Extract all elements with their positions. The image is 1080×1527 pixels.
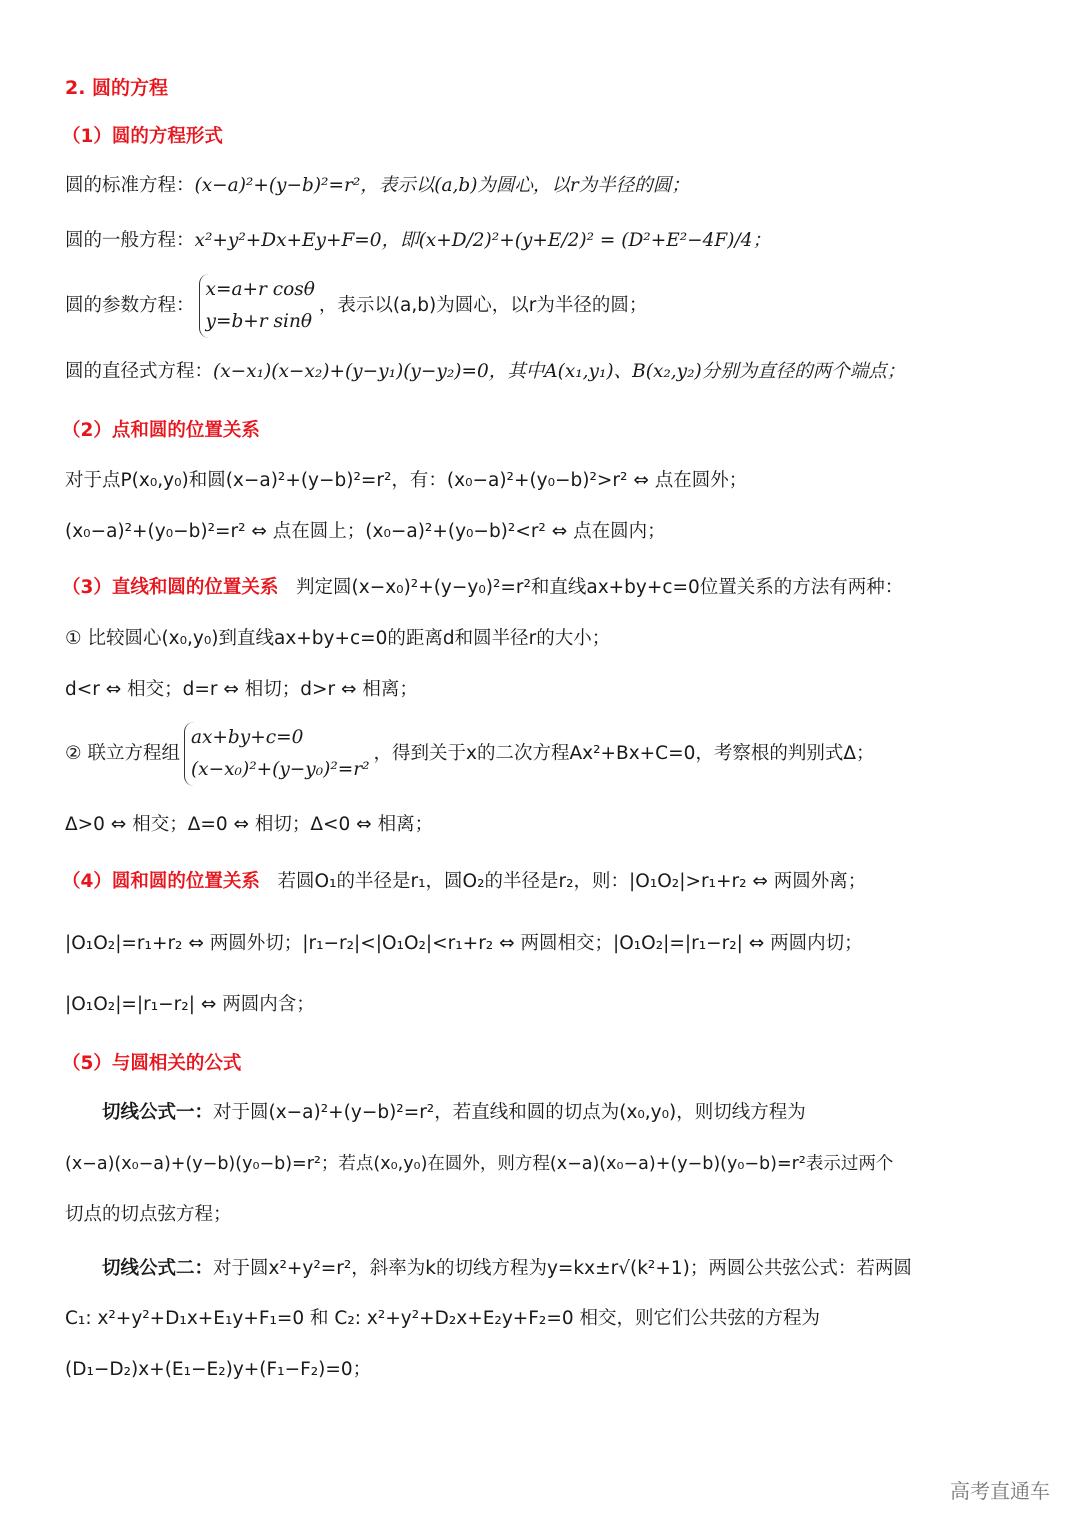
label: 圆的参数方程： (65, 295, 195, 316)
formula: (x−a)²+(y−b)²=r²，表示以(a,b)为圆心，以r为半径的圆； (194, 175, 690, 196)
formula: x²+y²+Dx+Ey+F=0，即(x+D/2)²+(y+E/2)² = (D²+E²−4F)/4； (194, 230, 771, 251)
point-circle-line-1: 对于点P(x₀,y₀)和圆(x−a)²+(y−b)²=r²，有：(x₀−a)²+(y₀−b)²>r² ⇔ 点在圆外； (65, 470, 748, 491)
circle-circle-line-3: |O₁O₂|=|r₁−r₂| ⇔ 两圆内含； (65, 994, 315, 1015)
circle-circle-line-2: |O₁O₂|=r₁+r₂ ⇔ 两圆外切；|r₁−r₂|<|O₁O₂|<r₁+r₂ ⇔ 两圆相交；|O₁O₂|=|r₁−r₂| ⇔ 两圆内切； (65, 933, 863, 954)
method-2-result: Δ>0 ⇔ 相交；Δ=0 ⇔ 相切；Δ<0 ⇔ 相离； (65, 814, 434, 835)
system-line: x=a+r cosθ (205, 279, 315, 300)
subsection-2-title: （2）点和圆的位置关系 (62, 420, 260, 441)
text: ，表示以(a,b)为圆心，以r为半径的圆； (318, 295, 648, 316)
text: ，得到关于x的二次方程Ax²+Bx+C=0，考察根的判别式Δ； (373, 743, 875, 764)
formula-2-line-3: (D₁−D₂)x+(E₁−E₂)y+(F₁−F₂)=0； (65, 1359, 372, 1380)
label: 圆的直径式方程： (65, 361, 214, 382)
label: 切线公式二： (102, 1258, 214, 1279)
formula-1-line-2: (x−a)(x₀−a)+(y−b)(y₀−b)=r²；若点(x₀,y₀)在圆外，则方程(x−a)(x₀−a)+(y−b)(y₀−b)=r²表示过两个 (65, 1154, 894, 1174)
text: 对于圆(x−a)²+(y−b)²=r²，若直线和圆的切点为(x₀,y₀)，则切线方程为 (213, 1102, 806, 1123)
method-2 (65, 722, 875, 786)
formula-1-line-1 (102, 1100, 806, 1126)
subsection-3-header (62, 575, 903, 601)
parametric-equation (65, 274, 647, 338)
text: 判定圆(x−x₀)²+(y−y₀)²=r²和直线ax+by+c=0位置关系的方法有两种： (296, 577, 904, 598)
label: 圆的一般方程： (65, 230, 195, 251)
text: 若圆O₁的半径是r₁，圆O₂的半径是r₂，则：|O₁O₂|>r₁+r₂ ⇔ 两圆外离； (277, 871, 867, 892)
subsection-1-title: （1）圆的方程形式 (62, 126, 223, 147)
label: 切线公式一： (102, 1102, 214, 1123)
section-title: 2. 圆的方程 (65, 77, 169, 99)
general-equation (65, 228, 771, 254)
formula-1-line-3: 切点的切点弦方程； (65, 1204, 232, 1225)
diameter-equation (65, 359, 905, 385)
subsection-3-title: （3）直线和圆的位置关系 (62, 577, 279, 598)
method-1: ① 比较圆心(x₀,y₀)到直线ax+by+c=0的距离d和圆半径r的大小； (65, 628, 611, 649)
system-line: (x−x₀)²+(y−y₀)²=r² (190, 759, 370, 780)
label: ② 联立方程组 (65, 743, 180, 764)
formula-2-line-1 (102, 1256, 912, 1282)
watermark: 高考直通车 (950, 1479, 1050, 1503)
equation-system (184, 722, 370, 786)
subsection-4-header (62, 869, 866, 895)
label: 圆的标准方程： (65, 175, 195, 196)
subsection-4-title: （4）圆和圆的位置关系 (62, 871, 260, 892)
standard-equation (65, 173, 690, 199)
method-1-result: d<r ⇔ 相交；d=r ⇔ 相切；d>r ⇔ 相离； (65, 679, 418, 700)
equation-system (199, 274, 315, 338)
system-line: ax+by+c=0 (190, 727, 304, 748)
text: 对于圆x²+y²=r²，斜率为k的切线方程为y=kx±r√(k²+1)；两圆公共弦公式：若两圆 (213, 1258, 912, 1279)
subsection-5-title: （5）与圆相关的公式 (62, 1053, 242, 1074)
formula-2-line-2: C₁: x²+y²+D₁x+E₁y+F₁=0 和 C₂: x²+y²+D₂x+E₂y+F₂=0 相交，则它们公共弦的方程为 (65, 1308, 820, 1329)
system-line: y=b+r sinθ (205, 311, 312, 332)
formula: (x−x₁)(x−x₂)+(y−y₁)(y−y₂)=0，其中A(x₁,y₁)、B(x₂,y₂)分别为直径的两个端点； (213, 361, 906, 382)
point-circle-line-2: (x₀−a)²+(y₀−b)²=r² ⇔ 点在圆上；(x₀−a)²+(y₀−b)²<r² ⇔ 点在圆内； (65, 521, 666, 542)
